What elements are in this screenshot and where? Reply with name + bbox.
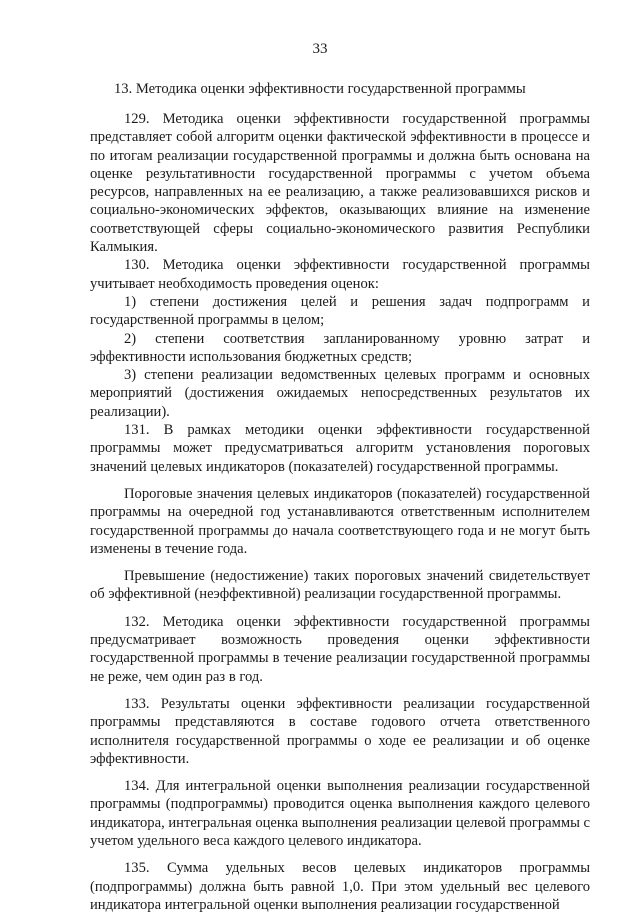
list-item-3: 3) степени реализации ведомственных целевых программ и основных мероприятий (достижения ожидаемых непосредственных результатов их реализации).	[90, 367, 590, 420]
list-item-2: 2) степени соответствия запланированному уровню затрат и эффективности использования бюджетных средств;	[90, 330, 590, 365]
paragraph-135: 135. Сумма удельных весов целевых индикаторов программы (подпрограммы) должна быть равной 1,0. При этом удельный вес целевого индикатора интегральной оценки выполнения реализации государственной	[90, 860, 590, 913]
paragraph-134: 134. Для интегральной оценки выполнения реализации государственной программы (подпрограммы) проводится оценка выполнения каждого целевого индикатора, интегральная оценка выполнения реализации целевой программы с учетом удельного веса каждого целевого индикатора.	[90, 778, 591, 849]
document-body	[90, 108, 590, 914]
paragraph-129: 129. Методика оценки эффективности государственной программы представляет собой алгоритм оценки фактической эффективности в процессе и по итогам реализации государственной программы и должна быть основана на оценке результативности государственной программы с учетом объема ресурсов, направленных на ее реализацию, а также реализовавшихся рисков и социально-экономических эффектов, оказывающих влияние на изменение соответствующей сферы социально-экономического развития Республики Калмыкия.	[90, 111, 590, 256]
paragraph-thresholds: Пороговые значения целевых индикаторов (показателей) государственной программы на очередной год устанавливаются ответственным исполнителем государственной программы до начала соответствующего года и не могут быть изменены в течение года.	[90, 485, 590, 557]
paragraph-130: 130. Методика оценки эффективности государственной программы учитывает необходимость проведения оценок:	[90, 257, 590, 292]
page-number: 33	[312, 41, 328, 57]
section-heading: 13. Методика оценки эффективности государственной программы	[114, 81, 526, 97]
paragraph-131: 131. В рамках методики оценки эффективности государственной программы может предусматриваться алгоритм установления пороговых значений целевых индикаторов (показателей) государственной программы.	[90, 422, 590, 475]
list-item-1: 1) степени достижения целей и решения задач подпрограмм и государственной программы в целом;	[90, 293, 590, 329]
paragraph-132: 132. Методика оценки эффективности государственной программы предусматривает возможность проведения оценки эффективности государственной программы в течение реализации государственной программы не реже, чем один раз в год.	[90, 613, 590, 685]
paragraph-exceeding: Превышение (недостижение) таких пороговых значений свидетельствует об эффективной (неэффективной) реализации государственной программы.	[90, 568, 590, 603]
paragraph-133: 133. Результаты оценки эффективности реализации государственной программы представляются в составе годового отчета ответственного исполнителя государственной программы о ходе ее реализации и об оценке эффективности.	[90, 695, 590, 767]
